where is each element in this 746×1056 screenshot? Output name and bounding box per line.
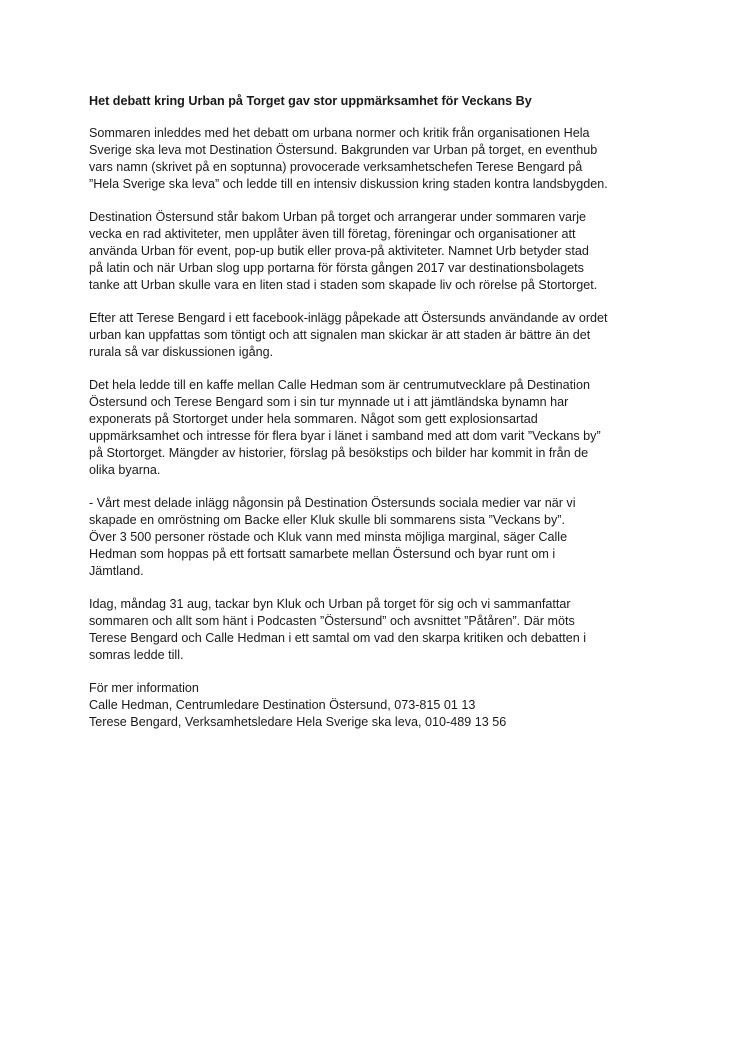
contact-line: Terese Bengard, Verksamhetsledare Hela Sverige ska leva, 010-489 13 56	[89, 715, 507, 729]
paragraph-2	[89, 209, 679, 294]
paragraph-4	[89, 377, 679, 479]
text-line: - Vårt mest delade inlägg någonsin på Destination Östersunds sociala medier var när vi	[89, 496, 576, 510]
text-line: skapade en omröstning om Backe eller Kluk skulle bli sommarens sista ”Veckans by”.	[89, 513, 565, 527]
paragraph-3	[89, 310, 679, 361]
text-line: tanke att Urban skulle vara en liten stad i staden som skapade liv och rörelse på Stortorget.	[89, 278, 598, 292]
text-line: vecka en rad aktiviteter, men upplåter även till företag, föreningar och organisationer att	[89, 227, 576, 241]
document-title: Het debatt kring Urban på Torget gav stor uppmärksamhet för Veckans By	[89, 94, 532, 108]
text-line: Efter att Terese Bengard i ett facebook-inlägg påpekade att Östersunds användande av ordet	[89, 311, 608, 325]
text-line: Det hela ledde till en kaffe mellan Calle Hedman som är centrumutvecklare på Destination	[89, 378, 590, 392]
paragraph-1	[89, 125, 679, 193]
contact-line: Calle Hedman, Centrumledare Destination Östersund, 073-815 01 13	[89, 698, 476, 712]
text-line: på latin och när Urban slog upp portarna för första gången 2017 var destinationsbolagets	[89, 261, 584, 275]
text-line: Jämtland.	[89, 564, 144, 578]
document-page	[89, 93, 679, 731]
text-line: somras ledde till.	[89, 648, 184, 662]
text-line: vars namn (skrivet på en soptunna) provocerade verksamhetschefen Terese Bengard på	[89, 160, 583, 174]
text-line: Sverige ska leva mot Destination Östersund. Bakgrunden var Urban på torget, en eventhub	[89, 143, 598, 157]
text-line: använda Urban för event, pop-up butik eller prova-på aktiviteter. Namnet Urb betyder stad	[89, 244, 589, 258]
text-line: rurala så var diskussionen igång.	[89, 345, 274, 359]
text-line: Sommaren inleddes med het debatt om urbana normer och kritik från organisationen Hela	[89, 126, 590, 140]
text-line: olika byarna.	[89, 463, 161, 477]
text-line: urban kan uppfattas som töntigt och att signalen man skickar är att staden är bättre än det	[89, 328, 591, 342]
text-line: Terese Bengard och Calle Hedman i ett samtal om vad den skarpa kritiken och debatten i	[89, 631, 587, 645]
text-line: sommaren och allt som hänt i Podcasten ”Östersund” och avsnittet ”Påtåren”. Där möts	[89, 614, 575, 628]
contact-info	[89, 680, 679, 731]
contact-heading: För mer information	[89, 681, 199, 695]
text-line: Destination Östersund står bakom Urban på torget och arrangerar under sommaren varje	[89, 210, 586, 224]
text-line: Idag, måndag 31 aug, tackar byn Kluk och Urban på torget för sig och vi sammanfattar	[89, 597, 571, 611]
text-line: uppmärksamhet och intresse för flera byar i länet i samband med att dom varit ”Veckans by”	[89, 429, 601, 443]
text-line: ”Hela Sverige ska leva” och ledde till en intensiv diskussion kring staden kontra landsbygden.	[89, 177, 608, 191]
text-line: exponerats på Stortorget under hela sommaren. Något som gett explosionsartad	[89, 412, 538, 426]
paragraph-6	[89, 596, 679, 664]
text-line: Östersund och Terese Bengard som i sin tur mynnade ut i att jämtländska bynamn har	[89, 395, 569, 409]
paragraph-5-quote	[89, 495, 679, 580]
text-line: Över 3 500 personer röstade och Kluk vann med minsta möjliga marginal, säger Calle	[89, 530, 568, 544]
text-line: Hedman som hoppas på ett fortsatt samarbete mellan Östersund och byar runt om i	[89, 547, 556, 561]
text-line: på Stortorget. Mängder av historier, förslag på besökstips och bilder har kommit in från de	[89, 446, 589, 460]
